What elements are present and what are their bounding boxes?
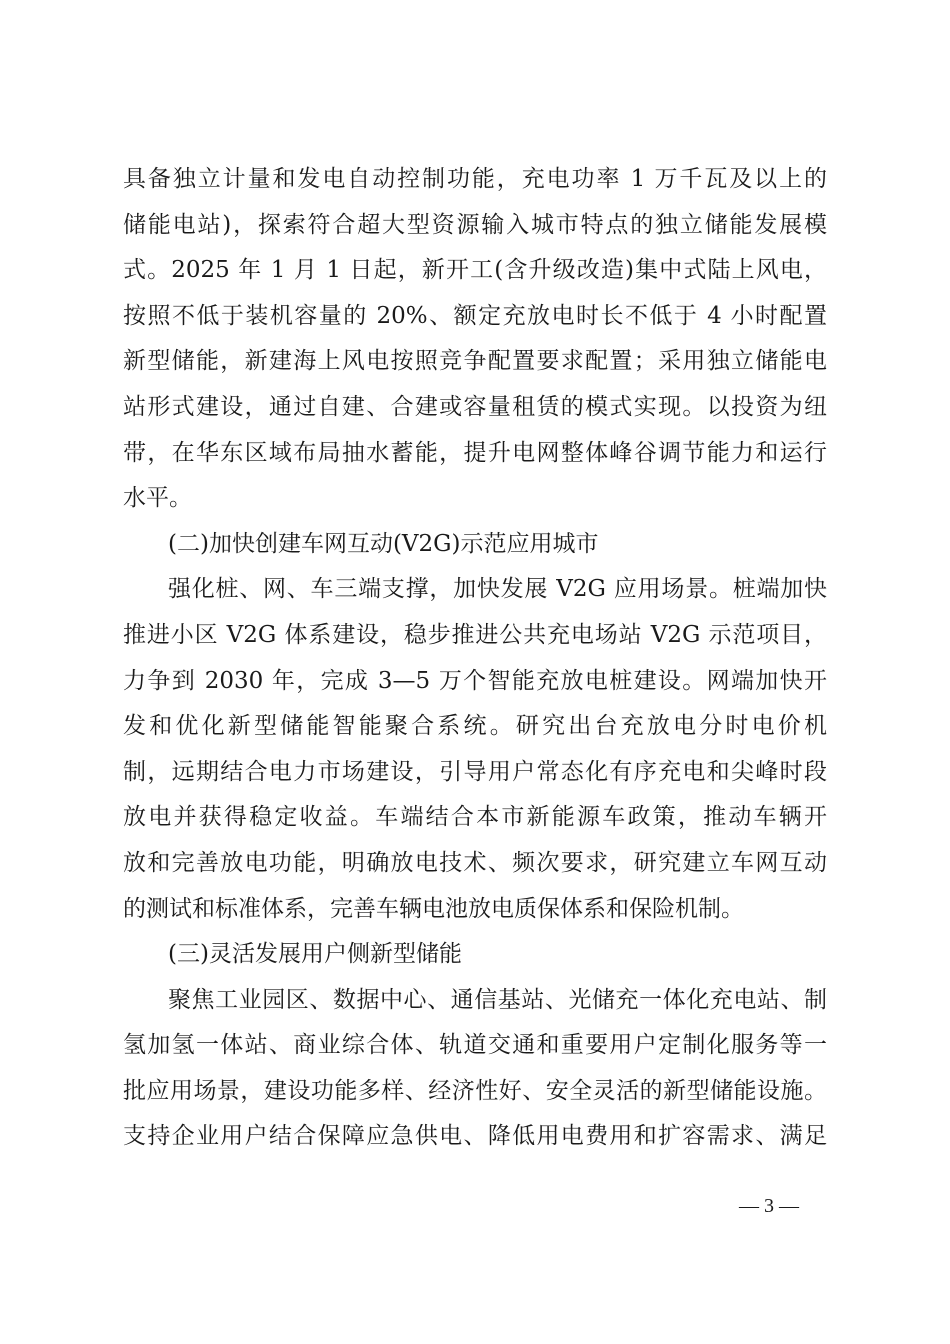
paragraph-line: 的测试和标准体系，完善车辆电池放电质保体系和保险机制。 [123,895,744,922]
paragraph-line: 力争到 2030 年，完成 3—5 万个智能充放电桩建设。网端加快开 [123,667,827,694]
section-heading-3: (三)灵活发展用户侧新型储能 [168,941,462,968]
paragraph-line: 按照不低于装机容量的 20%、额定充放电时长不低于 4 小时配置 [123,302,827,329]
paragraph-line: 式。2025 年 1 月 1 日起，新开工(含升级改造)集中式陆上风电， [123,257,827,284]
paragraph-line: 氢加氢一体站、商业综合体、轨道交通和重要用户定制化服务等一 [123,1032,827,1059]
paragraph-line: 聚焦工业园区、数据中心、通信基站、光储充一体化充电站、制 [168,986,827,1013]
paragraph-line: 带，在华东区域布局抽水蓄能，提升电网整体峰谷调节能力和运行 [123,439,827,466]
paragraph-line: 新型储能，新建海上风电按照竞争配置要求配置；采用独立储能电 [123,348,827,375]
paragraph-line: 储能电站)，探索符合超大型资源输入城市特点的独立储能发展模 [123,211,827,238]
paragraph-line: 站形式建设，通过自建、合建或容量租赁的模式实现。以投资为纽 [123,393,827,420]
paragraph-line: 放电并获得稳定收益。车端结合本市新能源车政策，推动车辆开 [123,804,827,831]
paragraph-line: 具备独立计量和发电自动控制功能，充电功率 1 万千瓦及以上的 [123,166,827,192]
paragraph-line: 批应用场景，建设功能多样、经济性好、安全灵活的新型储能设施。 [123,1077,827,1104]
section-heading-2: (二)加快创建车网互动(V2G)示范应用城市 [168,530,599,557]
paragraph-line: 推进小区 V2G 体系建设，稳步推进公共充电场站 V2G 示范项目， [123,621,827,648]
paragraph-line: 水平。 [123,485,192,512]
paragraph-line: 发和优化新型储能智能聚合系统。研究出台充放电分时电价机 [123,713,827,740]
paragraph-line: 支持企业用户结合保障应急供电、降低用电费用和扩容需求、满足 [123,1123,827,1150]
paragraph-line: 强化桩、网、车三端支撑，加快发展 V2G 应用场景。桩端加快 [168,576,827,603]
body-text [123,157,827,1160]
page-number: — 3 — [739,1195,799,1217]
paragraph-line: 放和完善放电功能，明确放电技术、频次要求，研究建立车网互动 [123,849,827,876]
paragraph-line: 制，远期结合电力市场建设，引导用户常态化有序充电和尖峰时段 [123,758,827,785]
